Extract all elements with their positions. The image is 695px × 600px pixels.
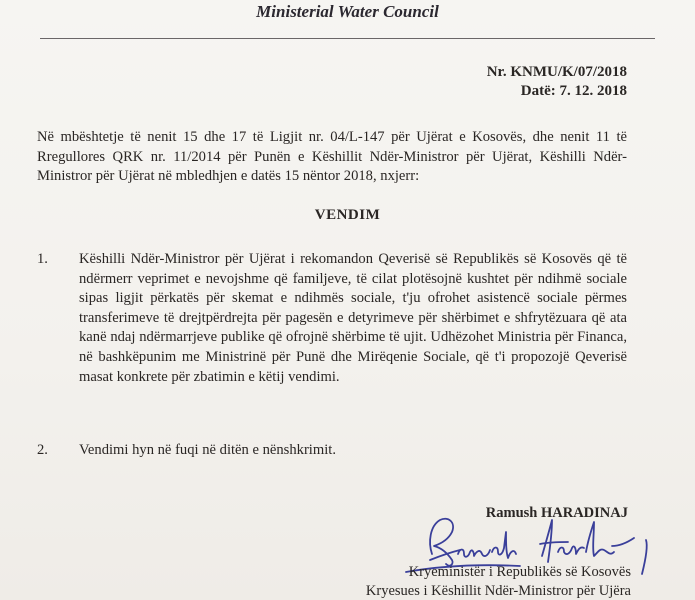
reference-number: Nr. KNMU/K/07/2018 <box>486 64 627 80</box>
decision-item <box>37 250 627 387</box>
reference-date: Datë: 7. 12. 2018 <box>520 83 627 99</box>
item-text: Vendimi hyn në fuqi në ditën e nënshkrimit. <box>79 442 336 458</box>
header-divider <box>40 38 655 39</box>
item-number: 1. <box>37 251 48 267</box>
decision-title: VENDIM <box>314 207 381 223</box>
decision-item <box>37 441 627 461</box>
item-text: Këshilli Ndër-Ministror për Ujërat i rekomandon Qeverisë së Republikës së Kosovës që të ndërmerr veprimet e nevojshme që familjeve, të cilat plotësojnë kushtet për ndihmë sociale sipas ligjit përkatës për skemat e ndihmës sociale, t'ju ofrohet asistencë sociale përmes transferimeve të drejtpërdrejta për pagesën e detyrimeve për shërbimet e shfrytëzuara që ata kanë ndaj ndërmarrjeve publike që ofrojnë shërbime të ujit. Udhëzohet Ministria për Financa, në bashkëpunim me Ministrinë për Punë dhe Mirëqenie Sociale, që t'i propozojë Qeverisë masat konkrete për zbatimin e këtij vendimi. <box>79 251 627 385</box>
item-number: 2. <box>37 442 48 458</box>
signatory-role-line-2: Kryesues i Këshillit Ndër-Ministror për Ujëra <box>365 583 631 599</box>
signatory-name: Ramush HARADINAJ <box>485 505 628 521</box>
intro-paragraph: Në mbështetje të nenit 15 dhe 17 të Ligjit nr. 04/L-147 për Ujërat e Kosovës, dhe nenit 11 të Rregullores QRK nr. 11/2014 për Punën e Këshillit Ndër-Ministror për Ujërat, Këshilli Ndër-Ministror për Ujërat në mbledhjen e datës 15 nëntor 2018, nxjerr: <box>37 129 627 184</box>
council-title: Ministerial Water Council <box>256 2 439 21</box>
signatory-role-line-1: Kryeministër i Republikës së Kosovës <box>408 564 631 580</box>
